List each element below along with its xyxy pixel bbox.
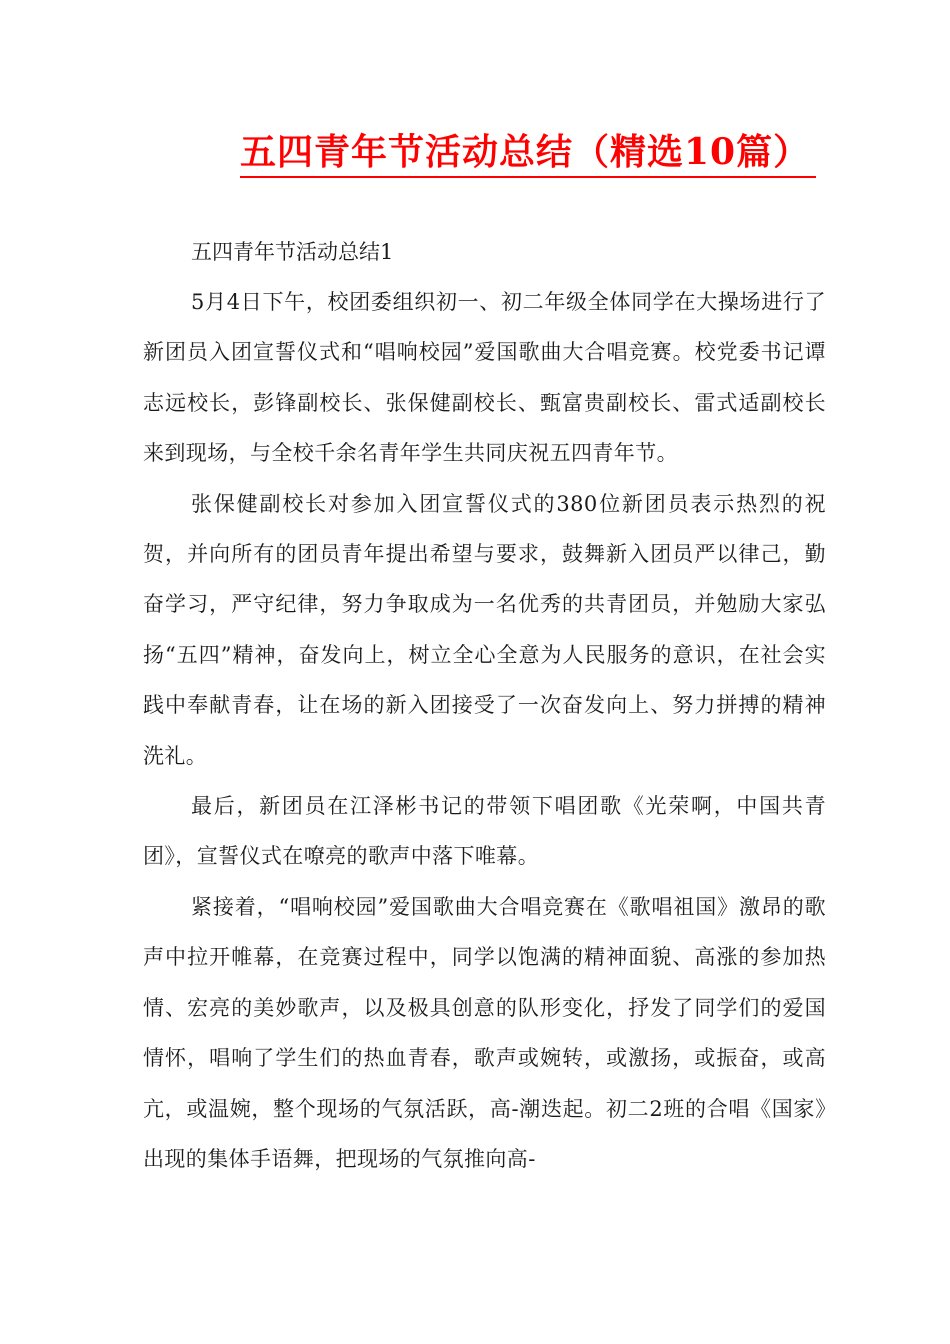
paragraph: 紧接着，“唱响校园”爱国歌曲大合唱竞赛在《歌唱祖国》激昂的歌声中拉开帷幕，在竞赛过程中，同学以饱满的精神面貌、高涨的参加热情、宏亮的美妙歌声，以及极具创意的队形变化，抒发了同学们的爱国情怀，唱响了学生们的热血青春，歌声或婉转，或激扬，或振奋，或高亢，或温婉，整个现场的气氛活跃，高-潮迭起。初二2班的合唱《国家》出现的集体手语舞，把现场的气氛推向高-: [143, 894, 826, 1171]
paragraph: 5月4日下午，校团委组织初一、初二年级全体同学在大操场进行了新团员入团宣誓仪式和“唱响校园”爱国歌曲大合唱竞赛。校党委书记谭志远校长，彭锋副校长、张保健副校长、甄富贵副校长、雷式适副校长来到现场，与全校千余名青年学生共同庆祝五四青年节。: [143, 290, 826, 466]
document-body: [143, 227, 826, 1184]
document-title: 五四青年节活动总结（精选10篇）: [240, 128, 816, 178]
paragraph: 张保健副校长对参加入团宣誓仪式的380位新团员表示热烈的祝贺，并向所有的团员青年提出希望与要求，鼓舞新入团员严以律己，勤奋学习，严守纪律，努力争取成为一名优秀的共青团员，并勉励大家弘扬“五四”精神，奋发向上，树立全心全意为人民服务的意识，在社会实践中奉献青春，让在场的新入团接受了一次奋发向上、努力拼搏的精神洗礼。: [143, 491, 826, 768]
paragraph: 最后，新团员在江泽彬书记的带领下唱团歌《光荣啊，中国共青团》，宣誓仪式在嘹亮的歌声中落下唯幕。: [143, 794, 826, 869]
section-heading: 五四青年节活动总结1: [191, 240, 394, 264]
